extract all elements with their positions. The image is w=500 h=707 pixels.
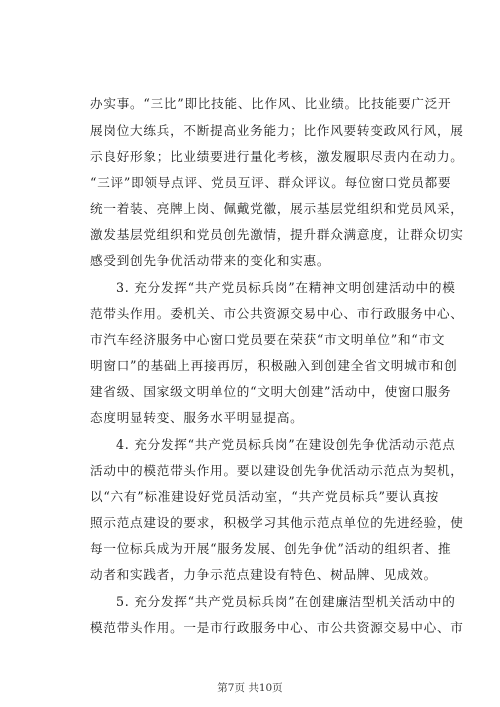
text-line: 范带头作用。委机关、市公共资源交易中心、市行政服务中心、 (90, 306, 464, 321)
text-line: 3. 充分发挥“共产党员标兵岗”在精神文明创建活动中的模 (116, 280, 456, 295)
text-line: 感受到创先争优活动带来的变化和实惠。 (90, 253, 331, 268)
text-line: 活动中的模范带头作用。要以建设创先争优活动示范点为契机， (90, 463, 464, 478)
text-line: 4. 充分发挥“共产党员标兵岗”在建设创先争优活动示范点 (116, 437, 456, 452)
text-line: 明窗口”的基础上再接再厉，积极融入到创建全省文明城市和创 (90, 358, 458, 373)
text-line: 态度明显转变、服务水平明显提高。 (90, 410, 304, 425)
text-line: 5. 充分发挥“共产党员标兵岗”在创建廉洁型机关活动中的 (116, 594, 456, 609)
text-line: 动者和实践者，力争示范点建设有特色、树品牌、见成效。 (90, 567, 437, 582)
text-line: 市汽车经济服务中心窗口党员要在荣获“市文明单位”和“市文 (90, 332, 446, 347)
text-line: 示良好形象；比业绩要进行量化考核，激发履职尽责内在动力。 (90, 149, 464, 164)
text-line: 照示范点建设的要求，积极学习其他示范点单位的先进经验，使 (90, 515, 464, 530)
text-line: 每一位标兵成为开展“服务发展、创先争优”活动的组织者、推 (90, 541, 452, 556)
text-line: 建省级、国家级文明单位的“文明大创建”活动中，使窗口服务 (90, 384, 452, 399)
text-line: 展岗位大练兵，不断提高业务能力；比作风要转变政风行风，展 (90, 123, 464, 138)
text-line: 办实事。“三比”即比技能、比作风、比业绩。比技能要广泛开 (90, 96, 452, 111)
text-line: 模范带头作用。一是市行政服务中心、市公共资源交易中心、市 (90, 620, 464, 635)
text-line: 以“六有”标准建设好党员活动室，“共产党员标兵”要认真按 (90, 489, 440, 504)
page-footer: 第7页 共10页 (217, 682, 283, 694)
text-line: “三评”即领导点评、党员互评、群众评议。每位窗口党员都要 (90, 175, 452, 190)
text-line: 统一着装、亮牌上岗、佩戴党徽，展示基层党组织和党员风采， (90, 201, 464, 216)
text-line: 激发基层党组织和党员创先激情，提升群众满意度，让群众切实 (90, 227, 464, 242)
